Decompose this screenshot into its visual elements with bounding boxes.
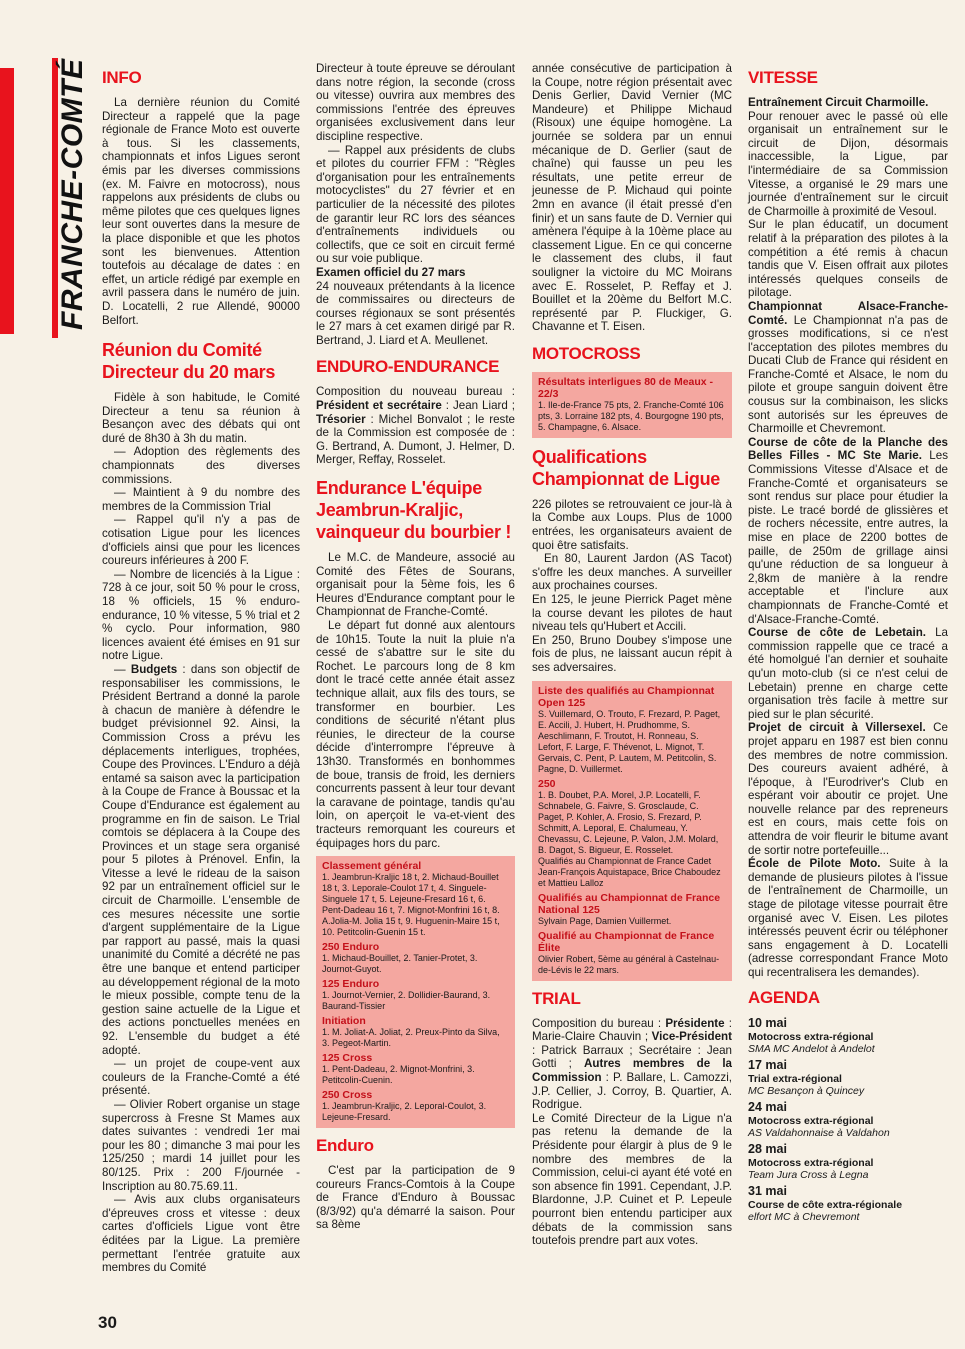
agenda-place: Team Jura Cross à Legna <box>748 1168 869 1181</box>
bold-lead: Budgets <box>130 662 178 676</box>
box-text: 1. Ile-de-France 75 pts, 2. Franche-Comté 106 pts, 3. Lorraine 182 pts, 4. Bourgogne 190 pts, 5. Champagne, 6. Alsace. <box>538 399 724 432</box>
paragraph: — Maintient à 9 du nombre des membres de la Commission Trial <box>102 486 300 513</box>
agenda-item <box>748 1058 948 1097</box>
paragraph: La dernière réunion du Comité Directeur a rappelé que la page régionale de France Moto est ouverte à tous. Si les classements, championnats et infos Ligues seront émis par les diverses commissions (ex. M. Faivre en motocross), nous rappelons aux présidents de clubs ou même pilotes que ces quelques lignes leur sont ouvertes dans la mesure de la place disponible et que les photos sont les bienvenues. Attention toutefois au décalage de dates : en effet, un article rédigé par exemple en avril passera dans le numéro de juin. D. Locatelli, 2 rue Allendé, 90000 Belfort. <box>102 96 300 327</box>
paragraph: Sur le plan éducatif, un document relatif à la préparation des pilotes à la compétition a été remis à chacun tandis que V. Eisen offrait aux pilotes intéressés quelques conseils de pilotage. <box>748 218 948 300</box>
box-text: 1. Jeambrun-Kraljic 18 t, 2. Michaud-Bouillet 18 t, 3. Leporale-Coulot 17 t, 4. Singuele-Singuele 17 t, 5. Lejeune-Fresard 16 t, 6. Pent-Dadeau 16 t, 7. Mignot-Monfrini 16 t, 8. A.Jolia-M. Jolia 15 t, 9. Huguenin-Maire 15 t, 10. Petitcolin-Guenin 15 t. <box>322 872 500 938</box>
paragraph: Directeur à toute épreuve se déroulant dans notre région, la seconde (cross ou vitesse) ouvrira aux membres des commissions l'entrée des épreuves organisées exclusivement dans leur discipline respective. <box>316 62 515 143</box>
bold-lead: Course de côte de la Planche des Belles Filles - MC Ste Marie. <box>748 435 948 463</box>
box-text: Olivier Robert, 5ème au général à Castelnau-de-Lévis le 22 mars. <box>538 953 720 975</box>
bold-lead: Présidente <box>665 1016 725 1030</box>
column-1 <box>102 62 300 1275</box>
text: Composition du nouveau bureau : <box>316 385 515 399</box>
paragraph: — Adoption des règlements des championnats des diverses commissions. <box>102 445 300 486</box>
agenda-event: Motocross extra-régional <box>748 1114 874 1127</box>
bold-lead: Championnat Alsace-Franche-Comté. <box>748 299 948 327</box>
text: Ce projet apparu en 1987 est bien connu des membres de notre commission. Des coureurs avaient adhéré, à l'époque, à l'Eurodriver's Club en espérant voir aboutir ce projet. Une nouvelle relance par des repreneurs est en cours, mais cette fois on attendra de voir fleurir le bitume avant de sortir notre portefeuille... <box>748 721 948 857</box>
agenda-place: AS Valdahonnaise à Valdahon <box>748 1126 890 1139</box>
box-subtitle: Qualifiés au Championnat de France National 125 <box>538 891 721 916</box>
paragraph: Fidèle à son habitude, le Comité Directeur a tenu sa réunion à Besançon avec des débats qui ont duré de 8h30 à 3h du matin. <box>102 391 300 445</box>
reunion-heading: Réunion du Comité Directeur du 20 mars <box>102 340 276 383</box>
section-side-header <box>52 58 92 338</box>
box-subtitle: Qualifié au Championnat de France Élite <box>538 929 715 954</box>
box-text: 1. Jeambrun-Kraljic, 2. Leporal-Coulot, 3. Lejeune-Fresard. <box>322 1101 487 1123</box>
box-subtitle: 125 Enduro <box>322 978 380 991</box>
agenda-event: Motocross extra-régional <box>748 1030 874 1043</box>
box-text: 1. Michaud-Bouillet, 2. Tanier-Protet, 3. Journot-Guyot. <box>322 953 478 975</box>
agenda-date: 10 mai <box>748 1015 787 1030</box>
agenda-list <box>748 1016 948 1223</box>
agenda-date: 31 mai <box>748 1183 787 1198</box>
text: La commission rappelle que ce tracé a été homolgué l'an dernier et souhaite qu'un moto-club (si ce n'est celui de Lebetain) prenne en charge cette organisation très facile à mettre sur pied sur le plan sécurité. <box>748 626 948 721</box>
bold-lead: Trésorier <box>316 412 366 426</box>
text: — <box>114 662 131 676</box>
bold-lead: Course de côte de Lebetain. <box>748 626 927 640</box>
paragraph: — Rappel aux présidents de clubs et pilotes du courrier FFM : "Règles d'organisation pour les entraînements motocyclistes" du 27 février et en particulier de la nécessité des pilotes de garantir leur RC lors des séances d'entraînements individuels ou collectifs, que ce soit en circuit fermé ou sur voie publique. <box>316 143 515 266</box>
agenda-item <box>748 1100 948 1139</box>
agenda-date: 28 mai <box>748 1141 787 1156</box>
text: Le Championnat n'a pas de grosses modifications, si ce n'est l'acceptation des pilotes membres du Ducati Club de France qui résident en Franche-Comté et Alsace, le nom du pilote et groupe sanguin doivent être cousus sur la combinaison, les slicks sont autorisés sur les épreuves de Charmoille et Chevremont. <box>748 313 948 436</box>
paragraph <box>102 663 300 1057</box>
box-title: Résultats interligues 80 de Meaux - 22/3 <box>538 375 714 400</box>
page-number: 30 <box>98 1313 117 1332</box>
results-box <box>316 856 515 1128</box>
trial-heading: TRIAL <box>532 988 581 1008</box>
agenda-item <box>748 1142 948 1181</box>
box-text: 1. M. Joliat-A. Joliat, 2. Preux-Pinto da Silva, 3. Pegeot-Martin. <box>322 1027 500 1049</box>
text: : Patrick Barraux ; Secrétaire : Jean Gotti ; <box>532 1043 732 1071</box>
paragraph: Le Comité Directeur de la Ligue n'a pas retenu la demande de la Présidente pour élargir à plus de 9 le nombre des membres de la Commission, celui-ci ayant été voté en son absence fin 1991. Cependant, J.P. Blardonne, J.P. Cuinet et P. Lepeule pourront bien entendu participer aux débats de la commission sans toutefois prendre part aux votes. <box>532 1111 732 1248</box>
bold-lead: Président et secrétaire <box>316 399 442 413</box>
text: : P. Ballare, L. Camozzi, J.P. Cellier, J. Corroy, B. Quartier, A. Rodrigue. <box>532 1070 732 1112</box>
results-box <box>532 372 732 438</box>
paragraph: — Rappel qu'il n'y a pas de cotisation Ligue pour les licences d'officiels ainsi que pour les licences coureurs inférieures à 200 F. <box>102 513 300 568</box>
text: Suite à la demande de plusieurs pilotes à l'issue de l'entraînement de Charmoille, un stage de pilotage vitesse pourrait être organisé avec V. Eisen. Les pilotes intéressés peuvent écrir ou téléphoner sans engagement à D. Locatelli (adresse correspondant France Moto qui recentralisera les demandes). <box>748 857 948 979</box>
paragraph: — Olivier Robert organise un stage supercross à Fresne St Mames aux dates suivantes : vendredi 1er mai pour les 80 ; dimanche 3 mai pour les 125/250 ; mardi 14 juillet pour les 80/125. Prix : 200 F/journée - Inscription au 80.75.69.11. <box>102 1097 300 1193</box>
box-text: 1. Pent-Dadeau, 2. Mignot-Monfrini, 3. Petitcolin-Cuenin. <box>322 1064 475 1086</box>
paragraph <box>748 436 948 626</box>
paragraph: — Avis aux clubs organisateurs d'épreuves cross et vitesse : deux cartes d'officiels Ligue vont être éditées par la Ligue. La première permettant l'entrée gratuite aux membres du Comité <box>102 1193 300 1275</box>
paragraph: — Nombre de licenciés à la Ligue : 728 à ce jour, soit 50 % pour le cross, 18 % officiels, 15 % enduro-endurance, 10 % vitesse, 5 % trial et 2 % cyclo. Pour information, 980 licences avaient été émises en 91 sur notre Ligue. <box>102 567 300 663</box>
box-subtitle: 250 <box>538 777 556 790</box>
text: : Jean Liard ; <box>441 399 515 413</box>
motocross-heading: MOTOCROSS <box>532 343 641 363</box>
text: Composition du bureau : <box>532 1016 666 1030</box>
paragraph <box>748 857 948 979</box>
endurance-heading: Endurance L'équipe Jeambrun-Kraljic, vainqueur du bourbier ! <box>316 478 512 543</box>
column-3 <box>532 62 732 1248</box>
paragraph <box>748 626 948 721</box>
text: : dans son objectif de responsabiliser les commissions, le Président Bertrand a donné la parole à chacun de manière à défendre le budget prévisionnel 92. Ainsi, la Commission Cross a prévu les déplacements interligues, trophées, Coupe des Provinces. L'Enduro a déjà entamé sa saison avec la participation à la Coupe de France à Boussac et la Coupe d'Endurance est également au programme en fin de saison. Le Trial comtois se déplacera à la Coupe des Provinces et un stage sera organisé pour 5 pilotes à Prénovel. Enfin, la Vitesse a levé le rideau de la saison 92 par un entraînement officiel sur le circuit de Charmoille. L'ensemble de ces mesures nécessite une sortie d'argent supplémentaire de la Ligue par rapport au passé, mais la quasi unanimité du Comité a décrété ne pas être une banque et entend participer au développement régional de la moto le mieux possible, compte tenu de la gestion saine actuelle de la Ligue et des actions ponctuelles menées en 92. L'ensemble du budget a été adopté. <box>102 662 300 1057</box>
box-text: Sylvain Page, Damien Vuillermet. <box>538 915 672 926</box>
agenda-event: Course de côte extra-régionale <box>748 1198 903 1211</box>
paragraph <box>748 300 948 436</box>
qualified-box <box>532 681 732 981</box>
paragraph: Le M.C. de Mandeure, associé au Comité des Fêtes de Sourans, organisait pour la 5ème fois, les 6 Heures d'Endurance comptant pour le Championnat de Franche-Comté. <box>316 551 515 619</box>
paragraph <box>748 721 948 857</box>
box-title: Liste des qualifiés au Championnat Open 125 <box>538 684 715 709</box>
bold-lead: École de Pilote Moto. <box>748 857 881 871</box>
section-title: FRANCHE-COMTÉ <box>56 58 89 330</box>
box-subtitle: 250 Enduro <box>322 941 380 954</box>
text: : Michel Bonvalot ; le reste de la Commission est composée de : G. Bertrand, A. Dumont, J. Helmer, D. Merger, Reffay, Rosselet. <box>316 412 515 467</box>
agenda-event: Trial extra-régional <box>748 1072 842 1085</box>
paragraph: 24 nouveaux prétendants à la licence de commissaires ou directeurs de courses régionaux se sont présentés le 27 mars à cet examen dirigé par R. Bertrand, J. Liard et A. Meullenet. <box>316 279 515 347</box>
agenda-place: elfort MC à Chevremont <box>748 1210 860 1223</box>
bold-lead: Autres membres de la Commission <box>532 1057 732 1084</box>
subheading: Entraînement Circuit Charmoille. <box>748 96 929 109</box>
bold-lead: Vice-Président <box>651 1030 732 1044</box>
paragraph: En 80, Laurent Jardon (AS Tacot) s'offre les deux manches. A surveiller aux prochaines courses. <box>532 552 732 593</box>
agenda-date: 24 mai <box>748 1099 787 1114</box>
enduro-endurance-heading: ENDURO-ENDURANCE <box>316 357 500 377</box>
paragraph <box>316 385 515 467</box>
box-subtitle: 125 Cross <box>322 1052 373 1065</box>
agenda-heading: AGENDA <box>748 987 820 1007</box>
subheading: Examen officiel du 27 mars <box>316 265 466 279</box>
box-text: S. Vuillemard, O. Trouto, F. Frezard, P. Paget, E. Accili, J. Hubert, H. Prudhomme, S. Aeschlimann, F. Troutot, H. Ronneau, S. Lefort, F. Large, F. Thévenot, L. Mignot, T. Gervais, C. Pent, P. Lautem, M. Petitcolin, S. Pagne, D. Vuillermet. <box>538 708 721 774</box>
agenda-item <box>748 1184 948 1223</box>
enduro-heading: Enduro <box>316 1136 374 1156</box>
agenda-item <box>748 1016 948 1055</box>
paragraph: année consécutive de participation à la Coupe, notre région présentait avec Denis Gerlier, David Vernier (MC Mandeure) et Philippe Michaud (Risoux) une équipe homogène. La journée se soldera par un ennui mécanique de D. Gerlier (saut de chaîne) qui fausse un peu les résultats, une petite erreur de jeunesse de P. Michaud qui pointe 2mn en avance (il était pressé d'en finir) et un sans faute de D. Vernier qui amènera l'équipe à la 10ème place au classement Ligue. En ce qui concerne le classement des clubs, il faut souligner la victoire du MC Moirans avec E. Rosselet, P. Reffay et J. Bouillet et la 20ème du Belfort M.C. représenté par P. Fluckiger, G. Chavanne et T. Eisen. <box>532 62 732 334</box>
paragraph: — un projet de coupe-vent aux couleurs de la Franche-Comté a été présenté. <box>102 1057 300 1098</box>
bold-lead: Projet de circuit à Villersexel. <box>748 721 926 735</box>
qualifications-heading: Qualifications Championnat de Ligue <box>532 446 721 489</box>
agenda-place: SMA MC Andelot à Andelot <box>748 1042 875 1055</box>
paragraph: En 125, le jeune Pierrick Paget mène la course devant les pilotes de haut niveau tels qu'Hubert et Accili. <box>532 593 732 634</box>
red-edge-tab <box>0 68 14 334</box>
agenda-place: MC Besançon à Quincey <box>748 1084 865 1097</box>
paragraph: 226 pilotes se retrouvaient ce jour-là à la Combe aux Loups. Plus de 1000 entrées, les organisateurs avaient de quoi être satisfaits. <box>532 497 732 552</box>
box-title: Classement général <box>322 860 422 873</box>
text: : Marie-Claire Chauvin ; <box>532 1016 732 1044</box>
agenda-event: Motocross extra-régional <box>748 1156 874 1169</box>
box-text: Qualifiés au Championnat de France Cadet Jean-François Aquistapace, Brice Chaboudez et Mattieu Lalloz <box>538 855 721 888</box>
vitesse-heading: VITESSE <box>748 68 818 87</box>
paragraph: Le départ fut donné aux alentours de 10h15. Toute la nuit la pluie n'a cessé de s'abattre sur le site du Rochet. Le parcours long de 8 km dont le tracé cette année était assez technique allait, aux fils des tours, se transformer en bourbier. Les conditions de sécurité n'étant plus réunies, le directeur de la course décide d'interrompre l'épreuve à 13h30. Transformés en bonhommes de boue, transis de froid, les derniers concurrents passent à leur tour devant la caravane de pointage, tandis qu'au loin, on aperçoit le va-et-vient des tracteurs remorquant les coureurs et équipages hors du parc. <box>316 619 515 850</box>
info-heading: INFO <box>102 68 142 87</box>
box-text: 1. B. Doubet, P.A. Morel, J.P. Locatelli, F. Schnabele, G. Faivre, S. Grosclaude, C. Paget, P. Kohler, A. Frosio, S. Frezard, P. Schmitt, A. Leporal, E. Chalumeau, Y. Chevassu, C. Lejeune, P. Valon, J.M. Molard, B. Dagot, S. Bigueur, E. Rosselet. <box>538 789 719 855</box>
paragraph: Pour renouer avec le passé où elle organisait un entraînement sur le circuit de Dijon, désormais inaccessible, la Ligue, par l'intermédiaire de sa Commission Vitesse, a organisé le 29 mars une journée d'entraînement sur le circuit de Charmoille à proximité de Vesoul. <box>748 109 948 218</box>
column-4 <box>748 62 948 1223</box>
paragraph <box>532 1017 732 1112</box>
agenda-date: 17 mai <box>748 1057 787 1072</box>
paragraph: C'est par la participation de 9 coureurs Francs-Comtois à la Coupe de France d'Enduro à Boussac (8/3/92) qu'a démarré la saison. Pour sa 8ème <box>316 1164 515 1232</box>
column-2 <box>316 62 515 1232</box>
box-subtitle: 250 Cross <box>322 1089 373 1102</box>
box-subtitle: Initiation <box>322 1015 366 1028</box>
box-text: 1. Journot-Vernier, 2. Dollidier-Baurand, 3. Baurand-Tissier <box>322 990 491 1012</box>
paragraph: En 250, Bruno Doubey s'impose une fois de plus, ne laissant aucun répit à ses adversaires. <box>532 633 732 674</box>
text: Les Commissions Vitesse d'Alsace et de Franche-Comté et organisateurs se sont rendus sur place pour étudier la piste. Le tracé bordé de glissières et de rochers nécessite, entre autres, la mise en place de 2200 bottes de paille, de 250m de grillage ainsi qu'une réduction de sa longueur à 2,8km de manière à la rendre acceptable et l'inclure aux championnats de Franche-Comté et d'Alsace-Franche-Comté. <box>748 449 948 626</box>
